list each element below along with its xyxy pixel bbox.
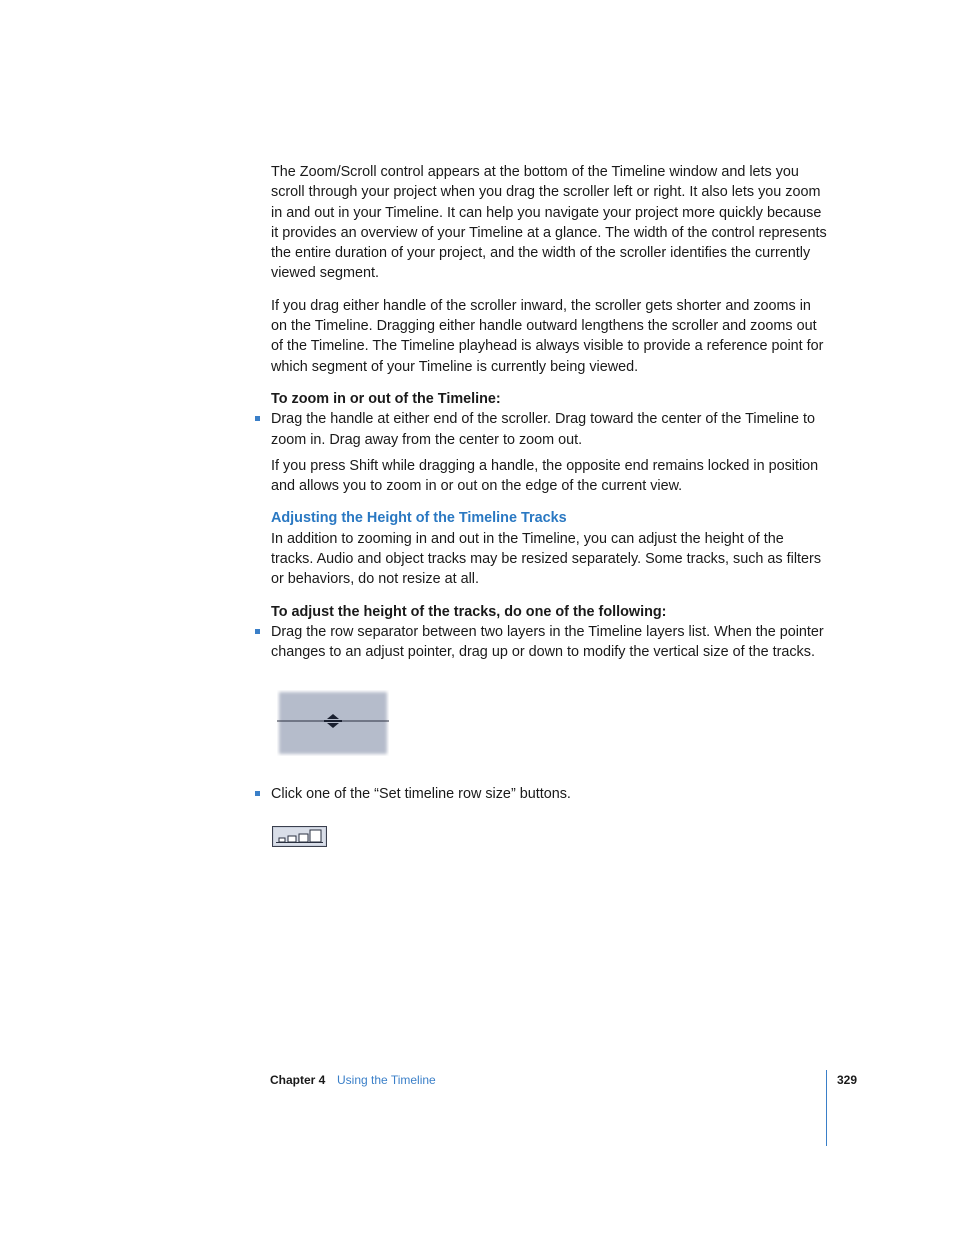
list-item	[271, 622, 827, 663]
page-content	[271, 162, 827, 669]
bullet-icon	[255, 416, 260, 421]
page-number: 329	[836, 1073, 857, 1087]
task-adjust-title: To adjust the height of the tracks, do one of the following:	[271, 603, 667, 620]
list-item	[271, 784, 827, 804]
section-paragraph: In addition to zooming in and out in the Timeline, you can adjust the height of the tracks. Audio and object tracks may be resized separately. Some tracks, such as filters or behaviors, do not resize at all.	[271, 530, 822, 588]
intro-paragraph: The Zoom/Scroll control appears at the bottom of the Timeline window and lets you scroll through your project when you drag the scroller left or right. It also lets you zoom in and out in your Timeline. It can help you navigate your project more quickly because it provides an overview of your Timeline at a glance. The width of the control represents the entire duration of your project, and the width of the scroller identifies the currently viewed segment.	[271, 164, 827, 282]
large-row-button[interactable]	[299, 834, 308, 842]
row-separator-figure	[277, 690, 389, 756]
row-size-buttons-icon	[272, 826, 327, 847]
shift-note-paragraph: If you press Shift while dragging a handle, the opposite end remains locked in position and allows you to zoom in or out on the edge of the current view.	[271, 457, 819, 495]
largest-row-button[interactable]	[310, 830, 321, 842]
medium-row-button[interactable]	[288, 836, 296, 842]
small-row-button[interactable]	[279, 838, 285, 842]
bullet-icon	[255, 791, 260, 796]
list-item-text: Drag the handle at either end of the scroller. Drag toward the center of the Timeline to zoom in. Drag away from the center to zoom out.	[271, 411, 815, 448]
list-item	[271, 409, 827, 450]
list-item-text: Click one of the “Set timeline row size” buttons.	[271, 786, 571, 802]
list-item-text: Drag the row separator between two layers in the Timeline layers list. When the pointer changes to an adjust pointer, drag up or down to modify the vertical size of the tracks.	[271, 623, 824, 661]
section-heading: Adjusting the Height of the Timeline Tracks	[271, 510, 567, 527]
task-zoom-title: To zoom in or out of the Timeline:	[271, 390, 501, 407]
bullet-icon	[255, 629, 260, 634]
footer-chapter-title: Using the Timeline	[337, 1073, 436, 1087]
page-footer	[270, 1072, 857, 1092]
footer-divider	[826, 1070, 827, 1146]
scroller-handle-paragraph: If you drag either handle of the scroller inward, the scroller gets shorter and zooms in on the Timeline. Dragging either handle outward lengthens the scroller and zooms out of the Timeline. The Timeline playhead is always visible to provide a reference point for which segment of your Timeline is currently being viewed.	[271, 297, 824, 375]
footer-chapter-label: Chapter 4	[270, 1073, 326, 1087]
